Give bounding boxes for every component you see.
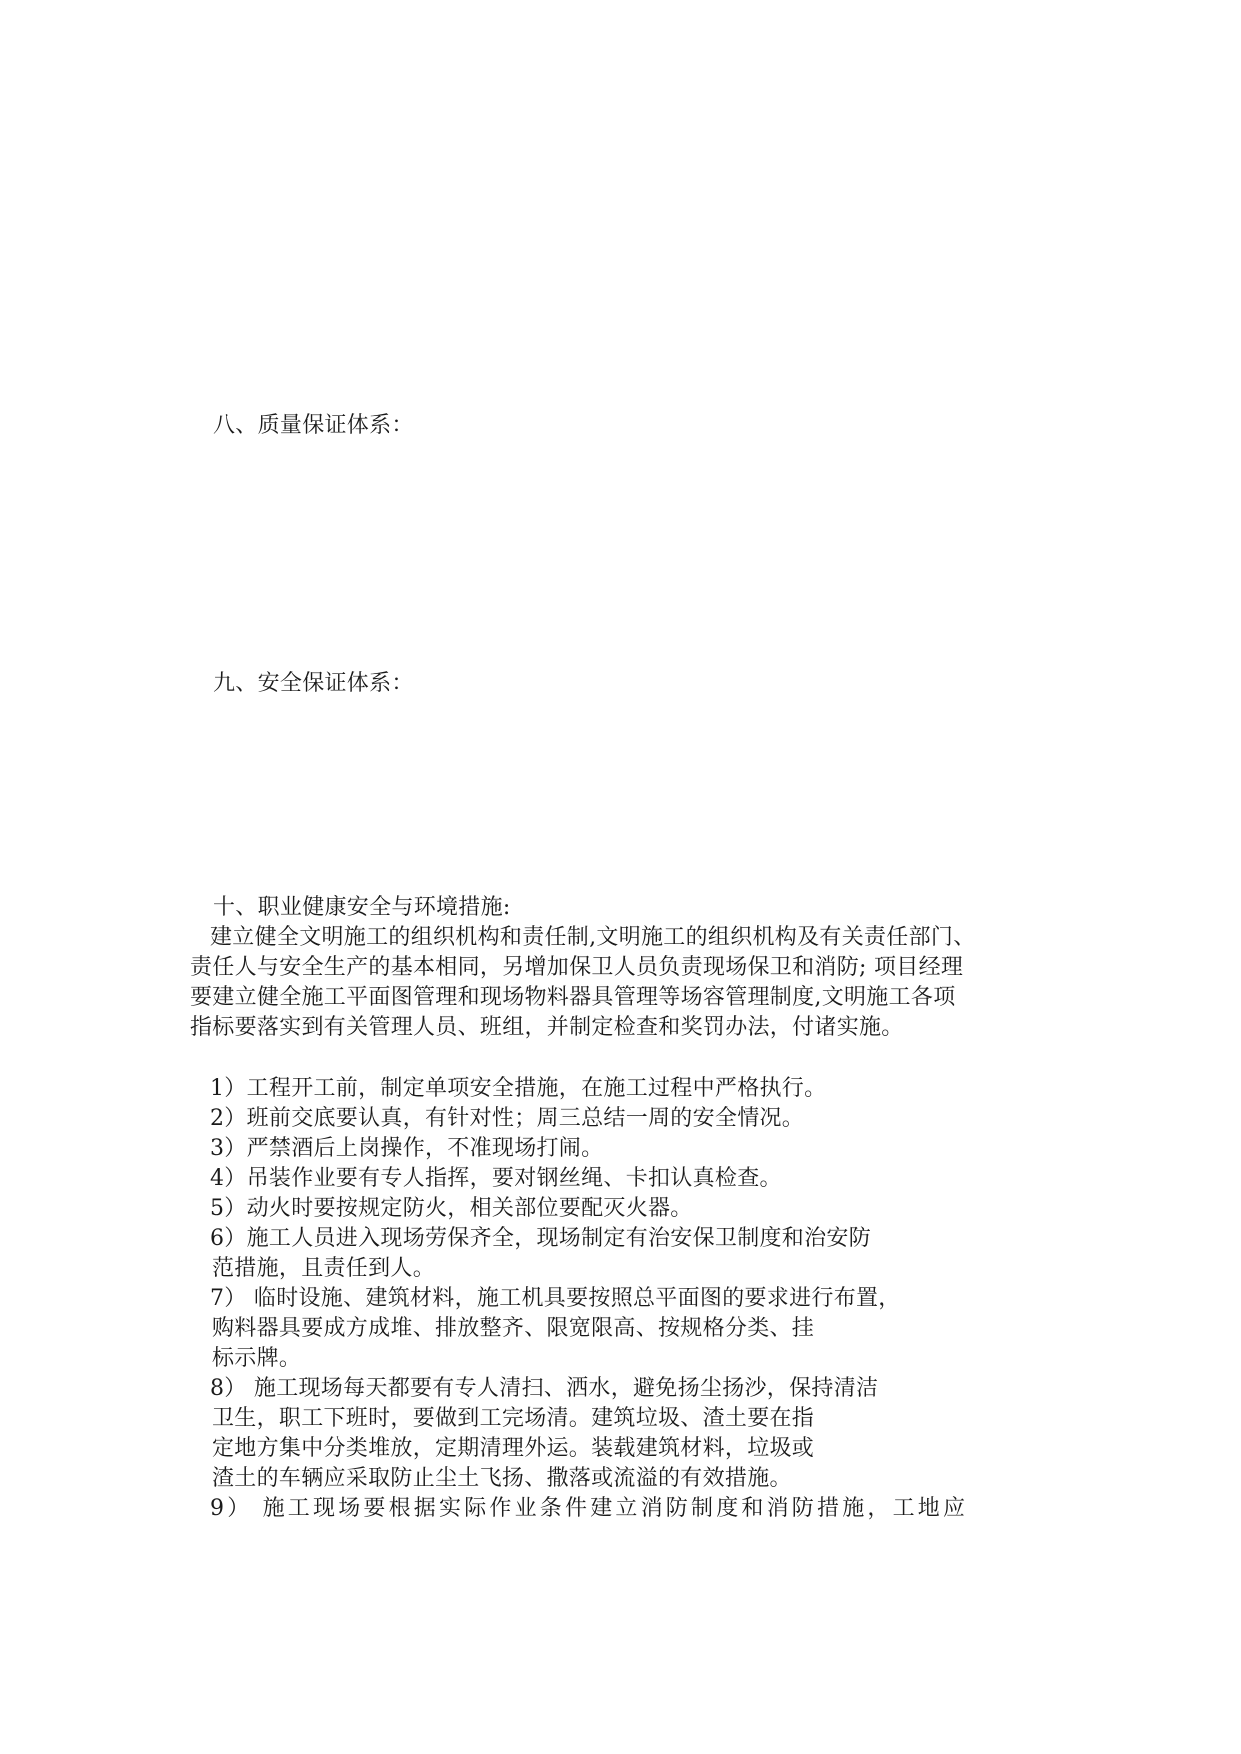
list-item-continuation: 标示牌。 <box>212 1346 302 1371</box>
paragraph-line: 责任人与安全生产的基本相同，另增加保卫人员负责现场保卫和消防; 项目经理 <box>190 955 964 980</box>
paragraph-line: 要建立健全施工平面图管理和现场物料器具管理等场容管理制度,文明施工各项 <box>190 985 956 1010</box>
list-item-continuation: 范措施，且责任到人。 <box>212 1256 436 1281</box>
section-10-heading: 十、职业健康安全与环境措施: <box>213 895 511 920</box>
list-item: 7） 临时设施、建筑材料，施工机具要按照总平面图的要求进行布置， <box>210 1286 901 1311</box>
list-item-continuation: 购料器具要成方成堆、排放整齐、限宽限高、按规格分类、挂 <box>212 1316 815 1341</box>
paragraph-line: 建立健全文明施工的组织机构和责任制,文明施工的组织机构及有关责任部门、 <box>210 925 976 950</box>
section-9-heading: 九、安全保证体系： <box>213 671 414 696</box>
list-item: 2）班前交底要认真，有针对性；周三总结一周的安全情况。 <box>210 1106 805 1131</box>
list-item: 3）严禁酒后上岗操作，不准现场打闹。 <box>210 1136 604 1161</box>
paragraph-line: 指标要落实到有关管理人员、班组，并制定检查和奖罚办法，付诸实施。 <box>190 1015 904 1040</box>
section-8-heading: 八、质量保证体系： <box>213 413 414 438</box>
list-item: 6）施工人员进入现场劳保齐全，现场制定有治安保卫制度和治安防 <box>210 1226 871 1251</box>
list-item-continuation: 卫生，职工下班时，要做到工完场清。建筑垃圾、渣土要在指 <box>212 1406 815 1431</box>
list-item-continuation: 渣土的车辆应采取防止尘土飞扬、撒落或流溢的有效措施。 <box>212 1466 792 1491</box>
list-item: 1）工程开工前，制定单项安全措施，在施工过程中严格执行。 <box>210 1076 827 1101</box>
list-item: 4）吊装作业要有专人指挥，要对钢丝绳、卡扣认真检查。 <box>210 1166 782 1191</box>
list-item-continuation: 定地方集中分类堆放，定期清理外运。装载建筑材料，垃圾或 <box>212 1436 815 1461</box>
list-item: 5）动火时要按规定防火，相关部位要配灭火器。 <box>210 1196 693 1221</box>
list-item: 8） 施工现场每天都要有专人清扫、洒水，避免扬尘扬沙，保持清洁 <box>210 1376 879 1401</box>
list-item: 9） 施工现场要根据实际作业条件建立消防制度和消防措施，工地应 <box>210 1496 969 1521</box>
